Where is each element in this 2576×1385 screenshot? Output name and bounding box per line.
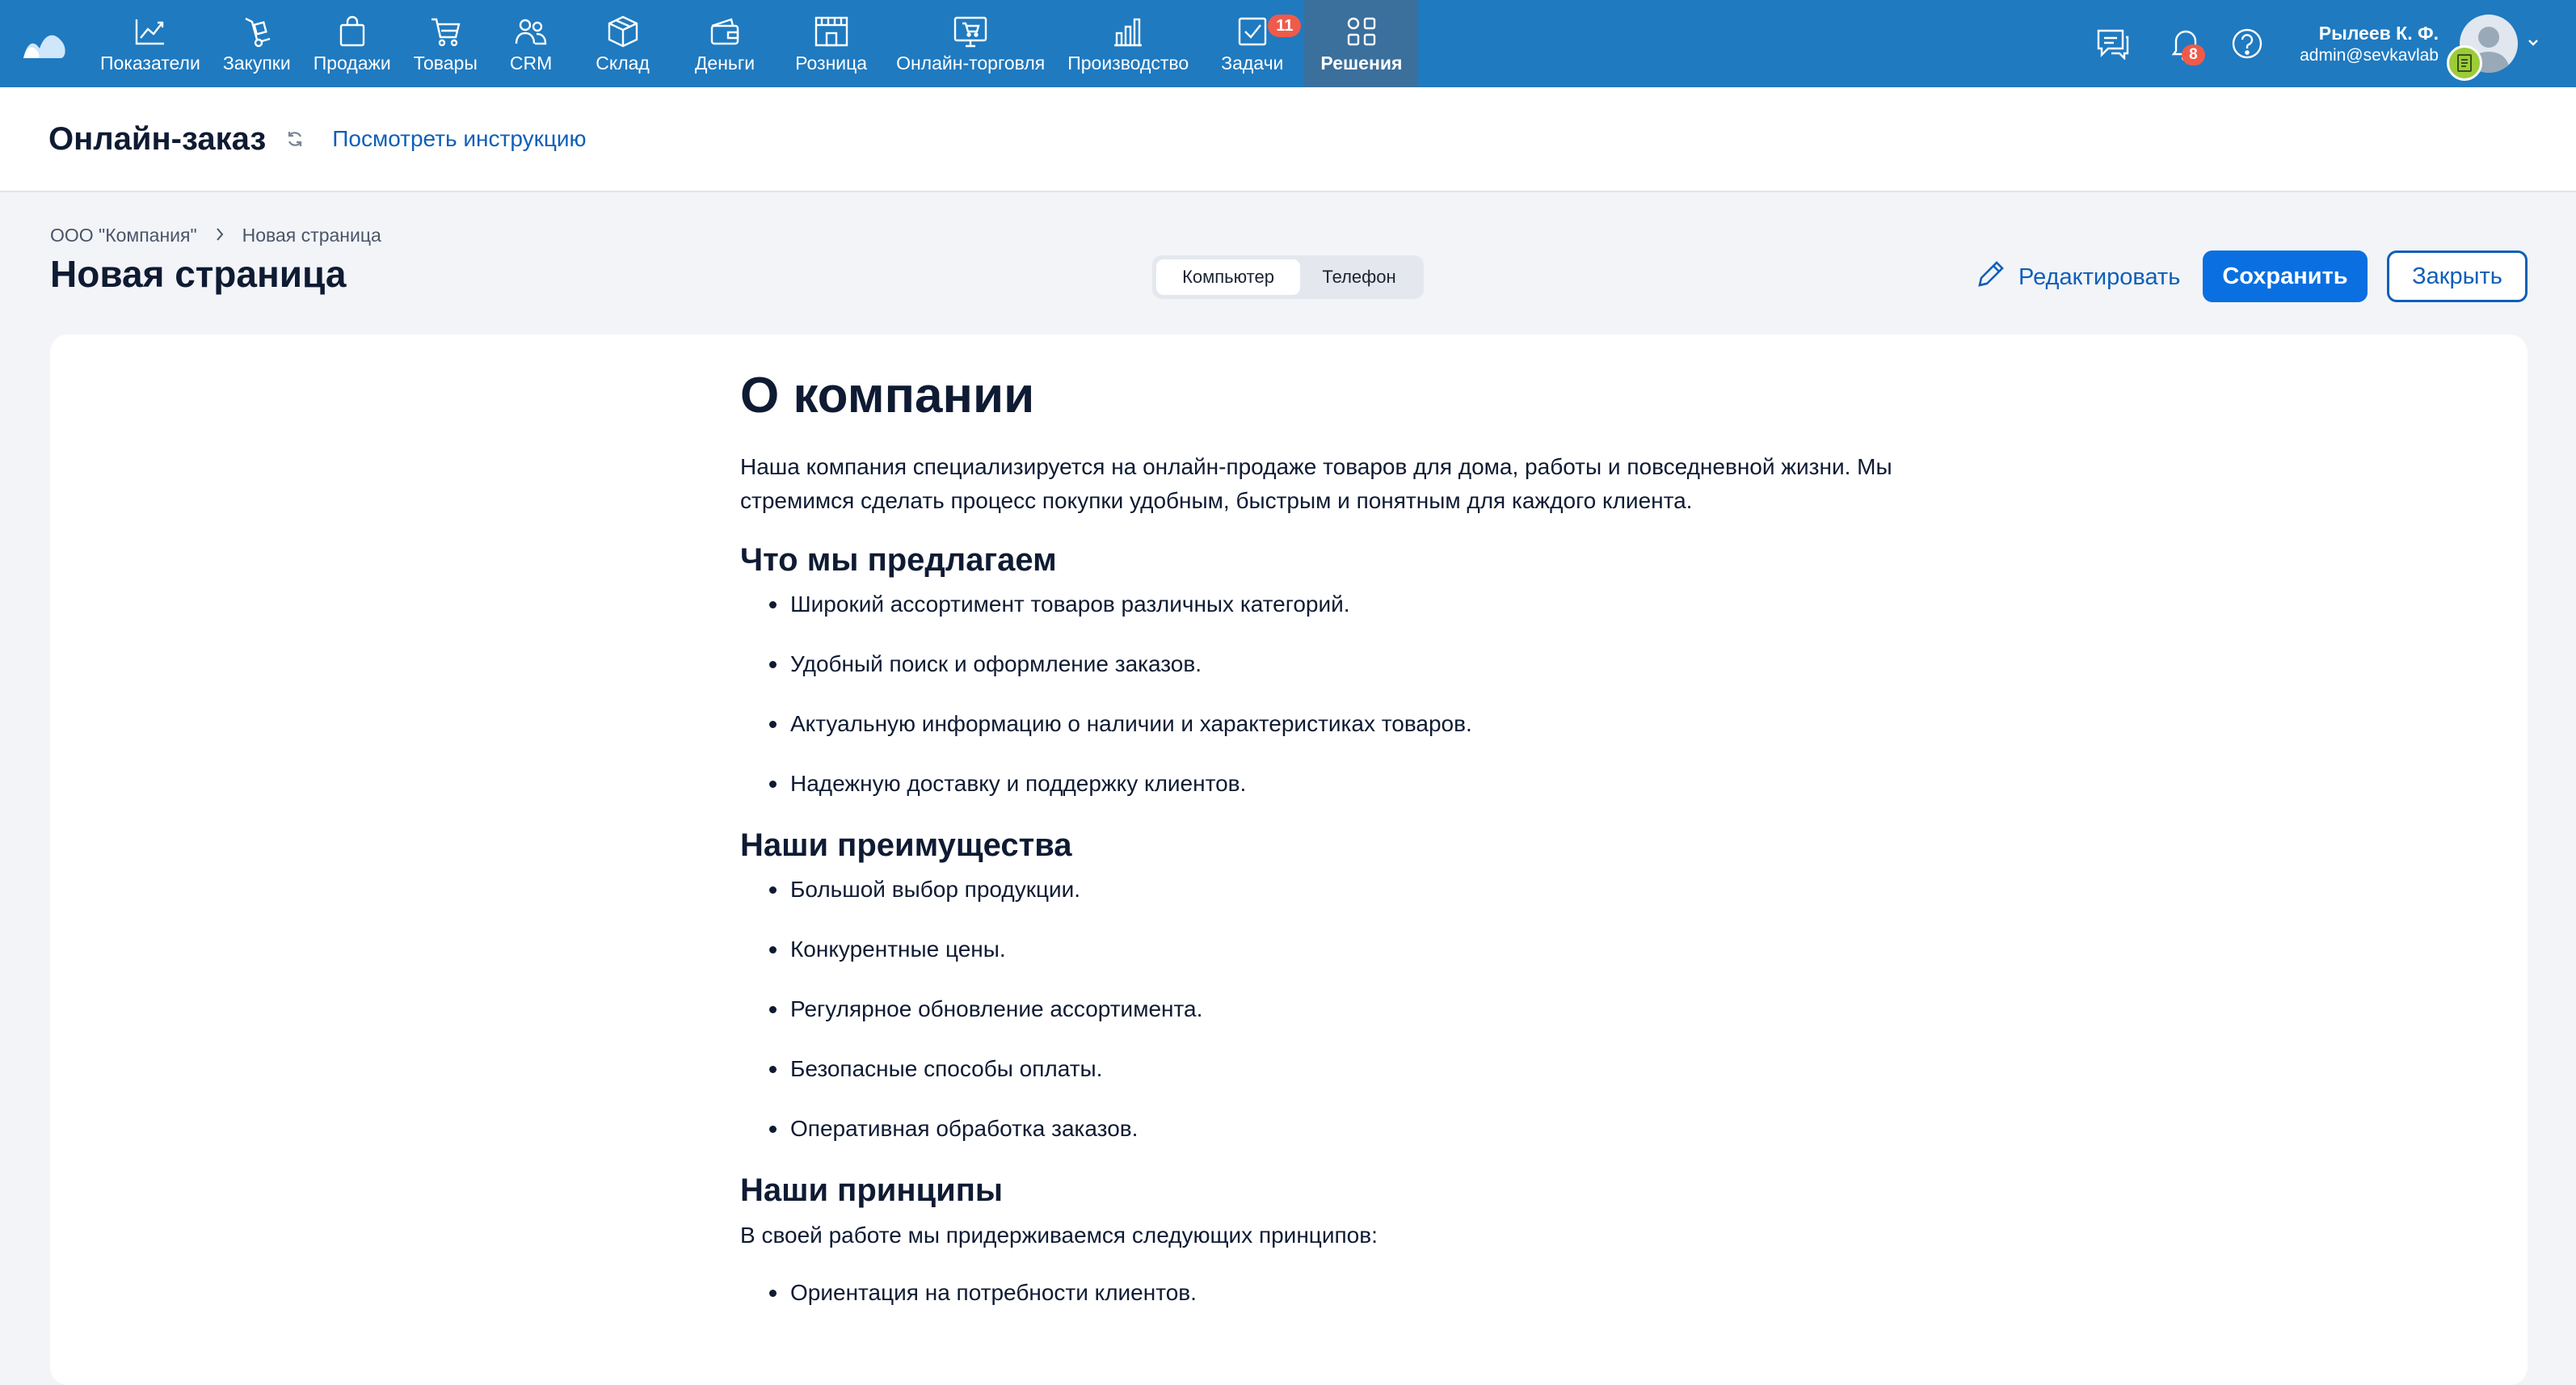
help-icon[interactable]	[2227, 23, 2267, 64]
view-phone-button[interactable]: Телефон	[1322, 267, 1396, 287]
nav-item-goods[interactable]: Товары	[402, 0, 489, 87]
nav-item-solutions[interactable]: Решения	[1304, 0, 1418, 87]
nav-item-money[interactable]: Деньги	[672, 0, 777, 87]
people-icon	[513, 14, 549, 49]
online-shop-icon	[953, 14, 988, 49]
breadcrumb-root[interactable]: ООО "Компания"	[50, 225, 197, 246]
pencil-icon	[1975, 258, 2007, 297]
logo-icon	[22, 27, 67, 60]
nav-item-sales[interactable]: Продажи	[302, 0, 402, 87]
page-title: Новая страница	[50, 253, 347, 295]
nav-item-retail[interactable]: Розница	[777, 0, 885, 87]
refresh-icon[interactable]	[285, 128, 308, 150]
instruction-link[interactable]: Посмотреть инструкцию	[332, 126, 587, 151]
nav-item-indicators[interactable]: Показатели	[89, 0, 212, 87]
nav-item-production[interactable]: Производство	[1056, 0, 1200, 87]
notes-badge-icon	[2447, 45, 2482, 81]
chevron-right-icon	[215, 225, 225, 246]
list-item: Удобный поиск и оформление заказов.	[769, 648, 1904, 680]
cart-icon	[427, 14, 463, 49]
close-button[interactable]: Закрыть	[2387, 250, 2528, 302]
section-title: Онлайн-заказ	[48, 120, 267, 157]
store-icon	[814, 14, 849, 49]
edit-button[interactable]	[1975, 252, 2180, 302]
apps-icon	[1344, 14, 1379, 49]
section-advantages-title: Наши преимущества	[740, 827, 1072, 863]
chat-icon[interactable]	[2093, 23, 2133, 64]
top-navigation-bar	[0, 0, 2576, 87]
section-principles-list	[740, 1277, 1904, 1309]
page-preview-card	[50, 335, 2528, 1385]
breadcrumb-current: Новая страница	[242, 225, 381, 246]
shopping-bag-icon	[335, 14, 370, 49]
list-item: Регулярное обновление ассортимента.	[769, 993, 1904, 1025]
app-logo[interactable]	[0, 0, 89, 87]
user-email: admin@sevkavlab	[2300, 45, 2439, 65]
section-offer-list	[740, 588, 1904, 800]
list-item: Актуальную информацию о наличии и характеристиках товаров.	[769, 708, 1904, 740]
nav-item-purchases[interactable]: Закупки	[212, 0, 302, 87]
list-item: Широкий ассортимент товаров различных категорий.	[769, 588, 1904, 621]
tasks-badge: 11	[1268, 15, 1301, 37]
wallet-icon	[707, 14, 743, 49]
notifications-icon[interactable]	[2166, 23, 2206, 64]
chevron-down-icon[interactable]	[2528, 36, 2539, 51]
nav-item-online-trade[interactable]: Онлайн-торговля	[885, 0, 1056, 87]
section-advantages-list	[740, 874, 1904, 1145]
top-right-tools	[2069, 0, 2576, 87]
user-name: Рылеев К. Ф.	[2318, 22, 2439, 44]
page-content	[740, 367, 1904, 1337]
content-intro: Наша компания специализируется на онлайн-продаже товаров для дома, работы и повседневной жизни. Мы стремимся сделать процесс покупки удобным, быстрым и понятным для каждого клиента.	[740, 454, 1892, 513]
nav-item-warehouse[interactable]: Склад	[573, 0, 672, 87]
tasks-icon	[1235, 14, 1270, 49]
section-principles-lead: В своей работе мы придерживаемся следующих принципов:	[740, 1223, 1378, 1248]
section-principles-title: Наши принципы	[740, 1172, 1004, 1208]
view-mode-toggle	[1152, 255, 1424, 299]
list-item: Большой выбор продукции.	[769, 874, 1904, 906]
nav-item-crm[interactable]: CRM	[489, 0, 573, 87]
nav-item-tasks[interactable]: Задачи 11	[1200, 0, 1304, 87]
list-item: Конкурентные цены.	[769, 933, 1904, 966]
content-heading: О компании	[740, 368, 1035, 423]
edit-button-label: Редактировать	[2018, 263, 2181, 290]
view-desktop-button[interactable]: Компьютер	[1156, 259, 1300, 295]
box-icon	[605, 14, 641, 49]
breadcrumb	[50, 225, 381, 246]
notifications-badge: 8	[2182, 44, 2205, 65]
chart-line-icon	[133, 14, 168, 49]
user-info[interactable]	[2300, 23, 2439, 65]
list-item: Надежную доставку и поддержку клиентов.	[769, 768, 1904, 800]
list-item: Оперативная обработка заказов.	[769, 1113, 1904, 1145]
save-button[interactable]: Сохранить	[2203, 250, 2368, 302]
section-header	[0, 87, 2576, 192]
list-item: Безопасные способы оплаты.	[769, 1053, 1904, 1085]
main-nav	[89, 0, 1418, 87]
production-icon	[1110, 14, 1146, 49]
hand-truck-icon	[239, 14, 275, 49]
list-item: Ориентация на потребности клиентов.	[769, 1277, 1904, 1309]
section-offer-title: Что мы предлагаем	[740, 542, 1057, 578]
